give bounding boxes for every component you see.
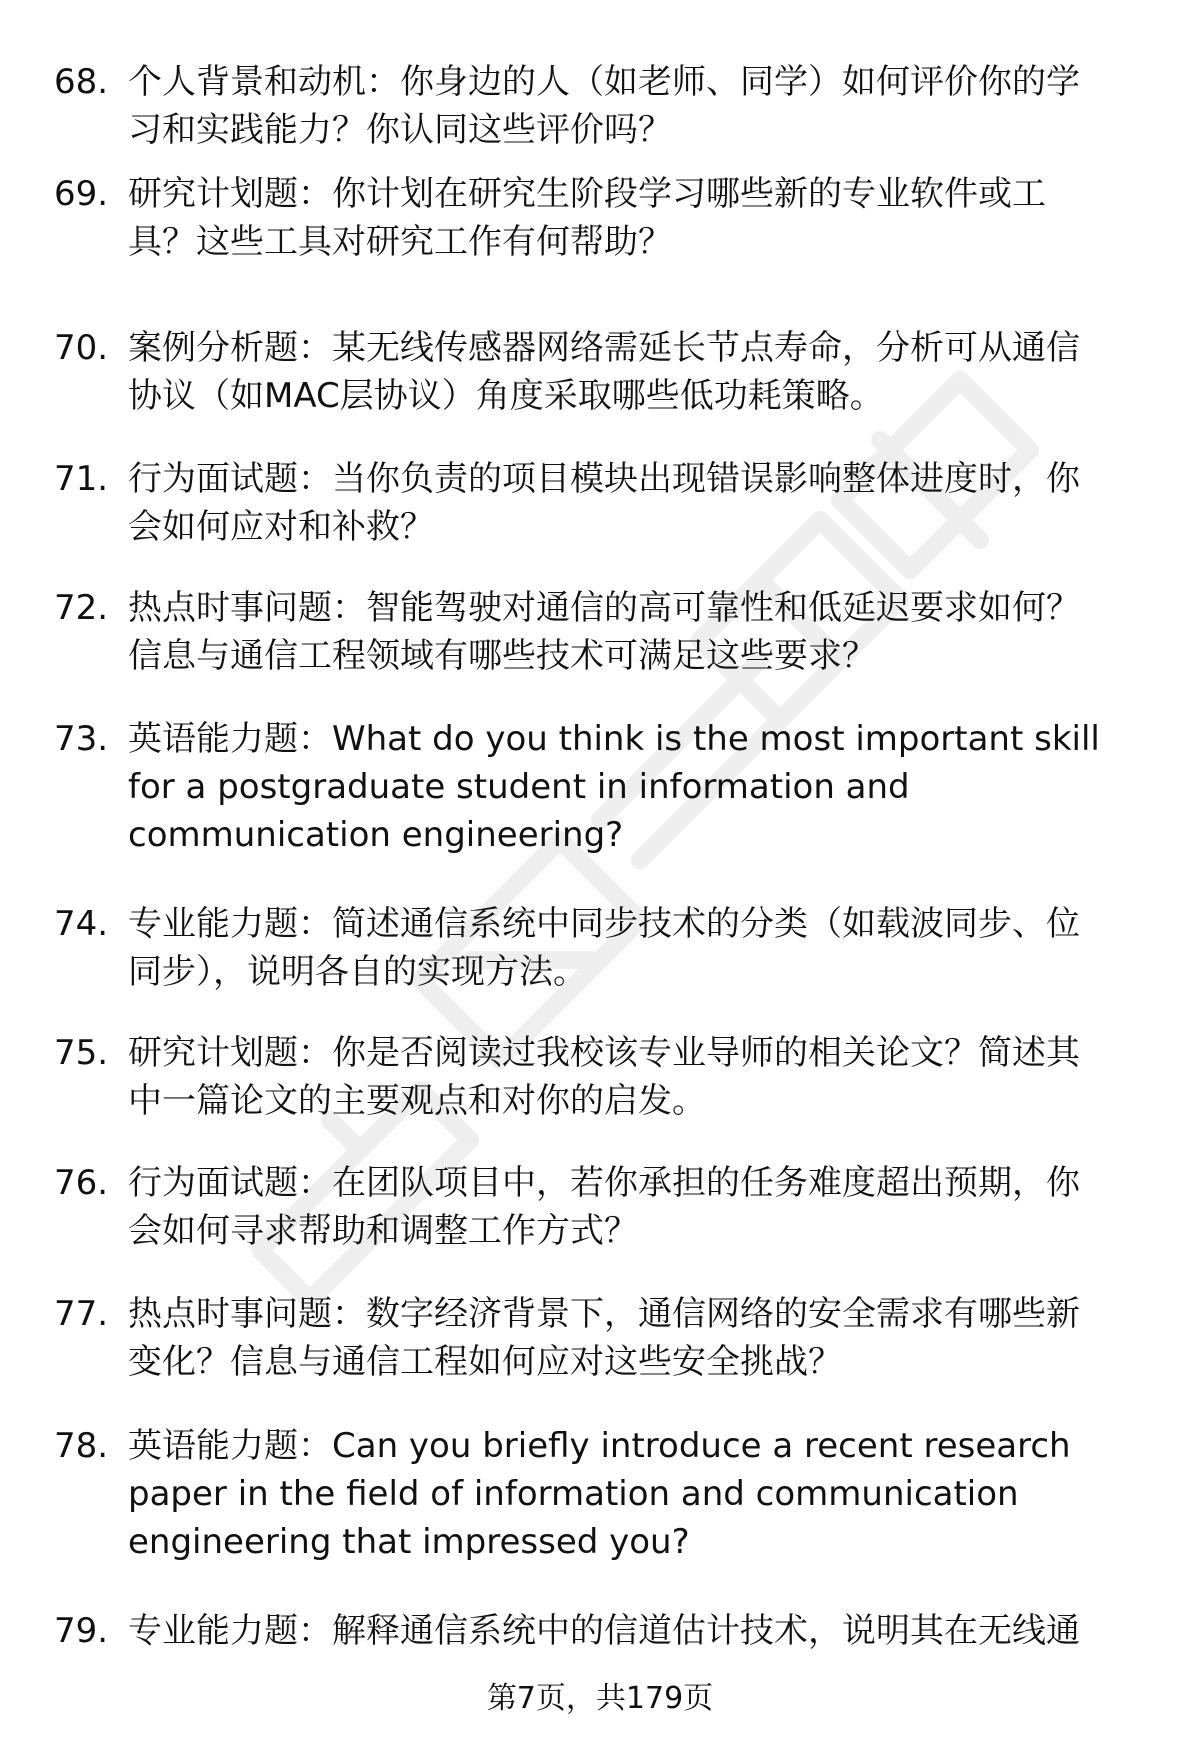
page-number-label: 第7页，共179页 <box>486 1681 714 1716</box>
question-text-line: 行为面试题：当你负责的项目模块出现错误影响整体进度时，你 <box>128 459 1080 499</box>
page-footer <box>0 1677 1200 1721</box>
question-number: 71. <box>54 459 109 499</box>
question-number: 78. <box>54 1426 109 1466</box>
question-text-line: 变化？信息与通信工程如何应对这些安全挑战？ <box>128 1342 842 1382</box>
question-text-line: 研究计划题：你计划在研究生阶段学习哪些新的专业软件或工 <box>128 174 1046 214</box>
question-text-line: engineering that impressed you? <box>128 1522 690 1562</box>
question-number: 68. <box>54 62 109 102</box>
question-text-line: 案例分析题：某无线传感器网络需延长节点寿命，分析可从通信 <box>128 328 1080 368</box>
question-text-line: 行为面试题：在团队项目中，若你承担的任务难度超出预期，你 <box>128 1163 1080 1203</box>
question-text-line: 热点时事问题：智能驾驶对通信的高可靠性和低延迟要求如何？ <box>128 588 1080 628</box>
question-text-line: 中一篇论文的主要观点和对你的启发。 <box>128 1081 706 1121</box>
question-number: 79. <box>54 1611 109 1651</box>
question-number: 73. <box>54 719 109 759</box>
question-text-line: 同步），说明各自的实现方法。 <box>128 952 587 992</box>
question-number: 75. <box>54 1033 109 1073</box>
question-text-line: 研究计划题：你是否阅读过我校该专业导师的相关论文？简述其 <box>128 1033 1080 1073</box>
question-text-line: 会如何寻求帮助和调整工作方式？ <box>128 1211 638 1251</box>
question-text-line: 个人背景和动机：你身边的人（如老师、同学）如何评价你的学 <box>128 62 1080 102</box>
question-text-line: 英语能力题：Can you briefly introduce a recent research <box>128 1426 1071 1466</box>
question-text-line: 专业能力题：简述通信系统中同步技术的分类（如载波同步、位 <box>128 904 1080 944</box>
question-text-line: 具？这些工具对研究工作有何帮助？ <box>128 222 672 262</box>
question-number: 74. <box>54 904 109 944</box>
question-text-line: paper in the field of information and communication <box>128 1474 1019 1514</box>
question-text-line: 信息与通信工程领域有哪些技术可满足这些要求？ <box>128 636 876 676</box>
question-text-line: 热点时事问题：数字经济背景下，通信网络的安全需求有哪些新 <box>128 1294 1080 1334</box>
question-text-line: for a postgraduate student in information and <box>128 767 910 807</box>
question-text-line: 专业能力题：解释通信系统中的信道估计技术，说明其在无线通 <box>128 1611 1080 1651</box>
question-number: 76. <box>54 1163 109 1203</box>
question-text-line: 协议（如MAC层协议）角度采取哪些低功耗策略。 <box>128 376 884 416</box>
question-number: 77. <box>54 1294 109 1334</box>
question-number: 72. <box>54 588 109 628</box>
question-text-line: 英语能力题：What do you think is the most important skill <box>128 719 1100 759</box>
question-text-line: communication engineering? <box>128 815 624 855</box>
question-text-line: 会如何应对和补救？ <box>128 507 434 547</box>
question-number: 70. <box>54 328 109 368</box>
question-number: 69. <box>54 174 109 214</box>
question-text-line: 习和实践能力？你认同这些评价吗？ <box>128 110 672 150</box>
